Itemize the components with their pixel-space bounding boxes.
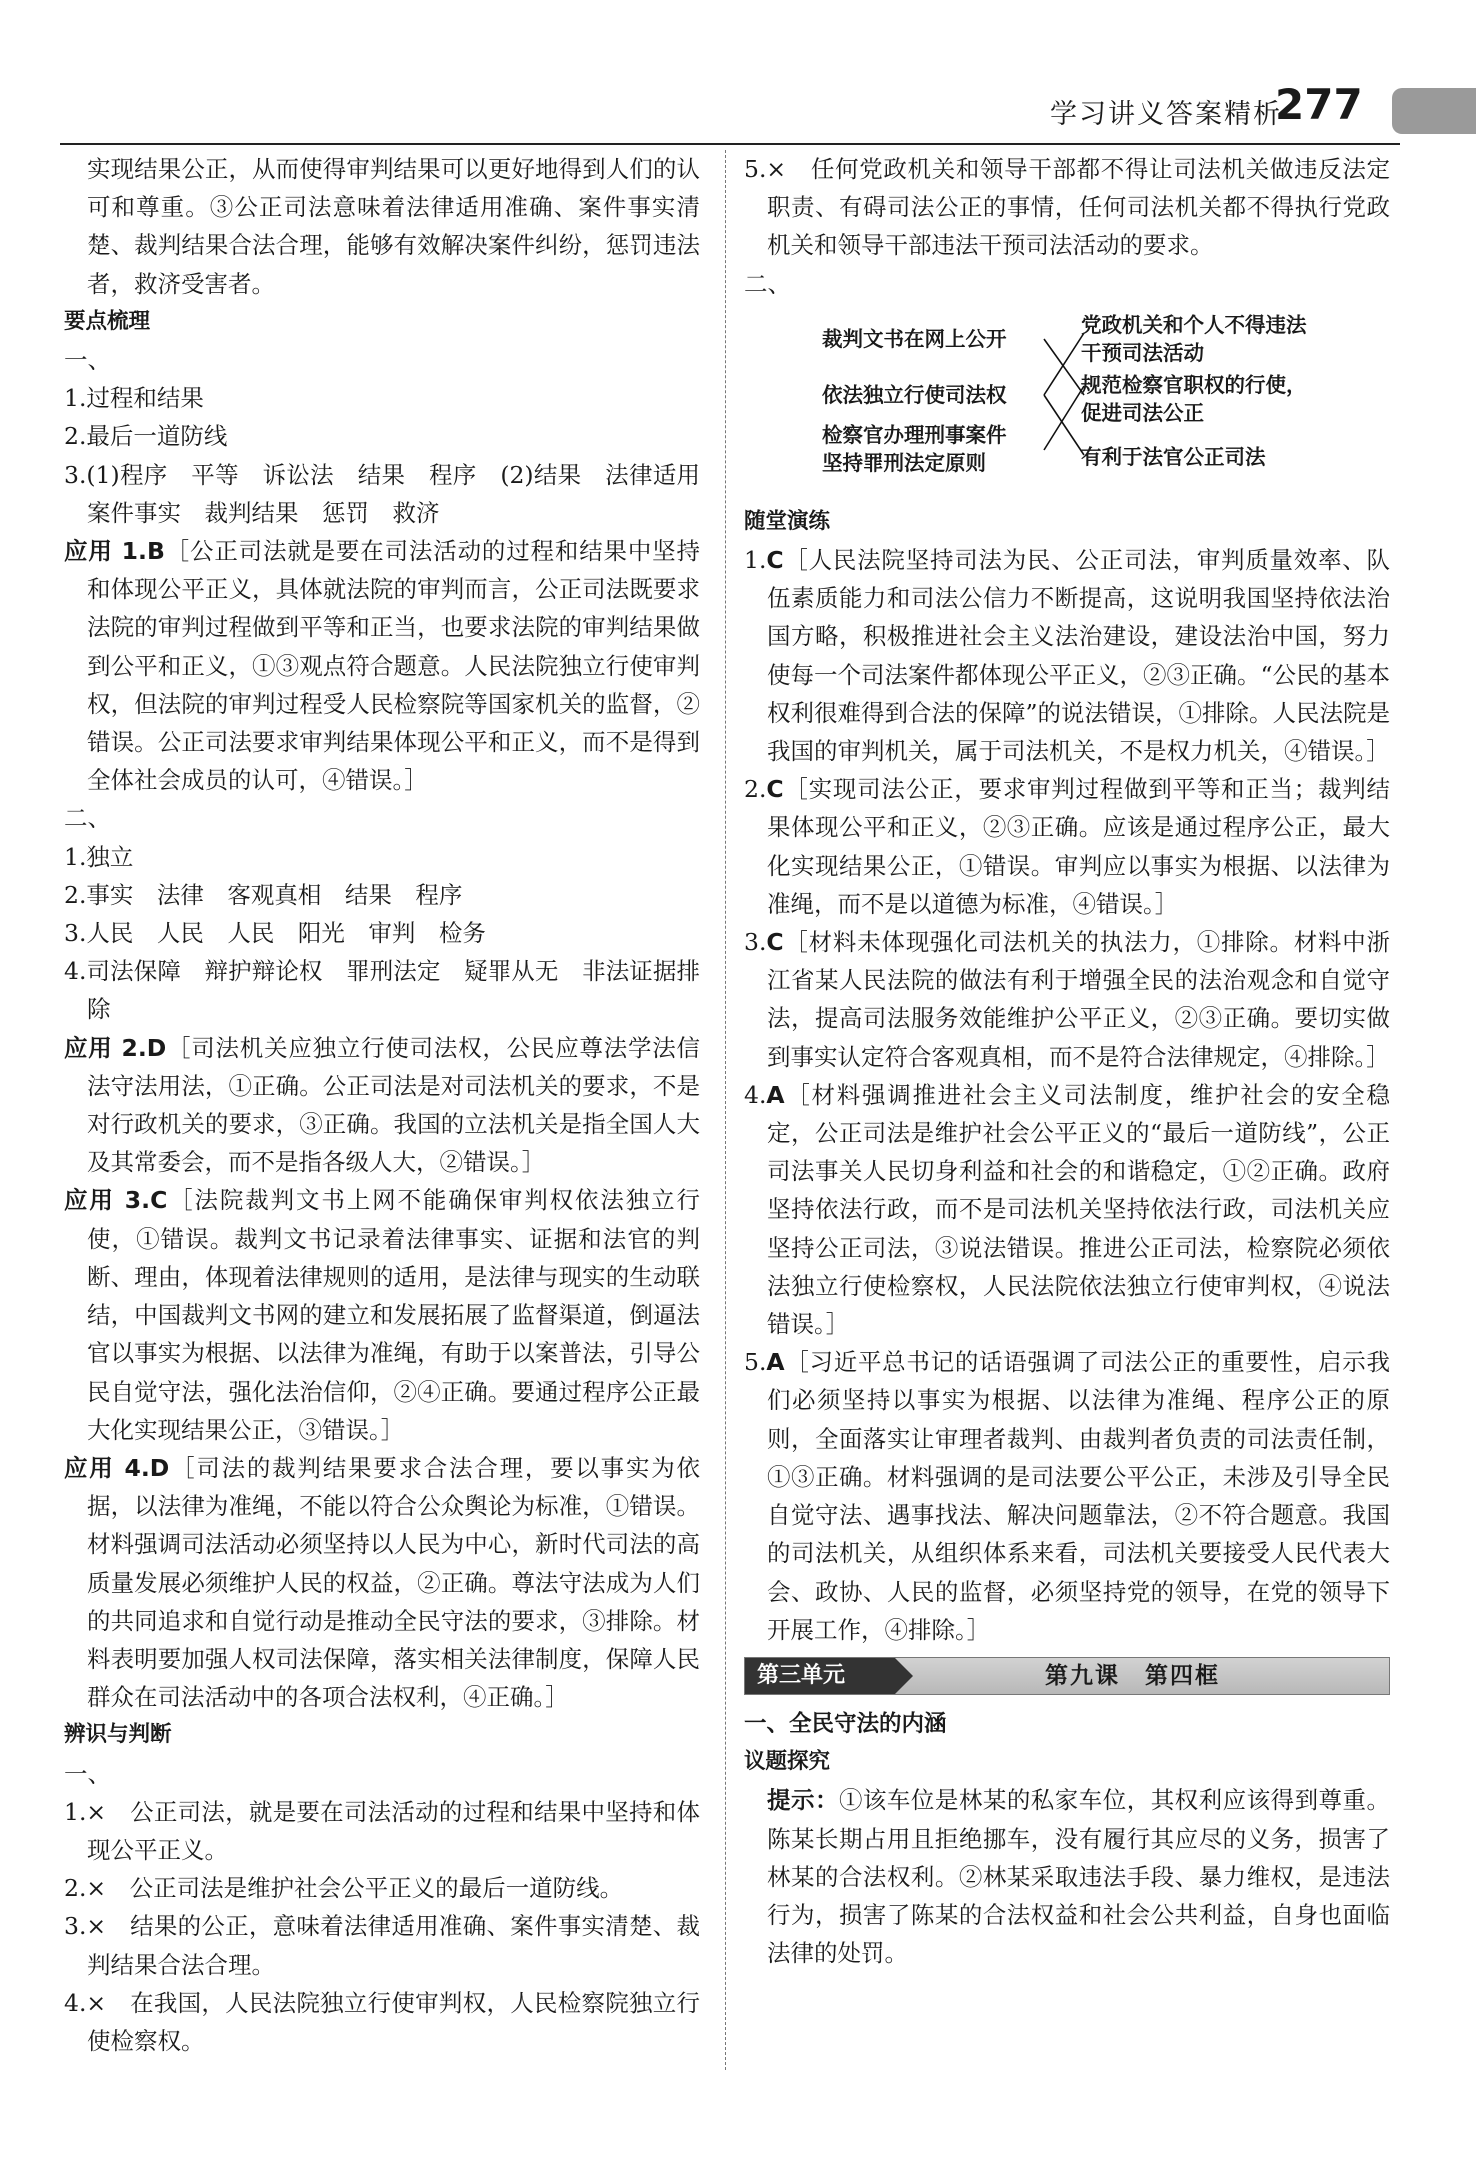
heading-yaodian: 要点梳理 xyxy=(64,308,151,334)
practice-label: 5. xyxy=(744,1348,767,1377)
judgment-item: 5.× 任何党政机关和领导干部都不得让司法机关做违反法定职责、有碍司法公正的事情，任何司法机关都不得执行党政机关和领导干部违法干预司法活动的要求。 xyxy=(744,155,1390,260)
practice-answer: C xyxy=(766,928,784,957)
section-title: 一、全民守法的内涵 xyxy=(744,1710,947,1737)
list-item: 3.(1)程序 平等 诉讼法 结果 程序 (2)结果 法律适用 案件事实 裁判结果 惩罚 救济 xyxy=(64,460,724,527)
judgment-item: 2.× 公正司法是维护社会公平正义的最后一道防线。 xyxy=(64,1874,624,1903)
app-answer: C xyxy=(150,1186,168,1215)
app-explanation: ［司法机关应独立行使司法权，公民应尊法学法信法守法用法，①正确。公正司法是对司法机关的要求，不是对行政机关的要求，③正确。我国的立法机关是指全国人大及其常委会，而不是指各级人大，②错误。］ xyxy=(87,1033,700,1177)
practice-label: 1. xyxy=(744,546,767,575)
diagram-right-2a: 规范检察官职权的行使， xyxy=(1081,372,1307,397)
diagram-left-1: 裁判文书在网上公开 xyxy=(822,326,1007,351)
match-line-3 xyxy=(1044,386,1084,450)
practice-explanation: ［材料强调推进社会主义司法制度，维护社会的安全稳定，公正司法是维护社会公平正义的“最后一道防线”，公正司法事关人民切身利益和社会的和谐稳定，①②正确。政府坚持依法行政，而不是司法机关坚持依法行政，司法机关应坚持公正司法，③说法错误。推进公正司法，检察院必须依法独立行使检察权，人民法院依法独立行使审判权，④说法错误。］ xyxy=(767,1080,1390,1339)
diagram-right-2b: 促进司法公正 xyxy=(1081,400,1204,425)
lesson-label: 第九课 第四框 xyxy=(1045,1662,1220,1689)
practice-explanation: ［人民法院坚持司法为民、公正司法，审判质量效率、队伍素质能力和司法公信力不断提高，这说明我国坚持依法治国方略，积极推进社会主义法治建设，建设法治中国，努力使每一个司法案件都体现公平正义，②③正确。“公民的基本权利很难得到合法的保障”的说法错误，①排除。人民法院是我国的审判机关，属于司法机关，不是权力机关，④错误。］ xyxy=(767,546,1391,766)
application-3 xyxy=(64,1181,700,1448)
practice-5 xyxy=(744,1343,1390,1649)
list-item: 1.独立 xyxy=(64,842,134,871)
app-explanation: ［公正司法就是要在司法活动的过程和结果中坚持和体现公平正义，具体就法院的审判而言，公正司法既要求法院的审判过程做到平等和正当，也要求法院的审判结果做到公平和正义，①③观点符合题意。人民法院独立行使审判权，但法院的审判过程受人民检察院等国家机关的监督，②错误。公正司法要求审判结果体现公平和正义，而不是得到全体社会成员的认可，④错误。］ xyxy=(87,537,700,795)
practice-explanation: ［材料未体现强化司法机关的执法力，①排除。材料中浙江省某人民法院的做法有利于增强全民的法治观念和自觉守法，提高司法服务效能维护公平正义，②③正确。要切实做到事实认定符合客观真相，而不是符合法律规定，④排除。］ xyxy=(767,928,1390,1071)
practice-answer: A xyxy=(766,1080,785,1109)
intro-paragraph: 实现结果公正，从而使得审判结果可以更好地得到人们的认可和尊重。③公正司法意味着法律适用准确、案件事实清楚、裁判结果合法合理，能够有效解决案件纠纷，惩罚违法者，救济受害者。 xyxy=(87,155,700,298)
list-item: 2.最后一道防线 xyxy=(64,422,228,451)
section-label: 一、 xyxy=(64,346,111,375)
left-column xyxy=(64,150,724,2060)
practice-1 xyxy=(744,541,1390,770)
app-explanation: ［法院裁判文书上网不能确保审判权依法独立行使，①错误。裁判文书记录着法律事实、证据和法官的判断、理由，体现着法律规则的适用，是法律与现实的生动联结，中国裁判文书网的建立和发展拓展了监督渠道，倒逼法官以事实为根据、以法律为准绳，有助于以案普法，引导公民自觉守法，强化法治信仰，②④正确。要通过程序公正最大化实现结果公正，③错误。］ xyxy=(87,1186,700,1444)
hint-text: ①该车位是林某的私家车位，其权利应该得到尊重。陈某长期占用且拒绝挪车，没有履行其应尽的义务，损害了林某的合法权利。②林某采取违法手段、暴力维权，是违法行为，损害了陈某的合法权益和社会公共利益，自身也面临法律的处罚。 xyxy=(767,1786,1391,1968)
practice-answer: C xyxy=(766,546,784,575)
page-number: 277 xyxy=(1275,80,1363,129)
judgment-item: 1.× 公正司法，就是要在司法活动的过程和结果中坚持和体现公平正义。 xyxy=(64,1797,700,1864)
app-answer: D xyxy=(149,1453,170,1482)
list-item: 2.事实 法律 客观真相 结果 程序 xyxy=(64,880,463,909)
diagram-left-2: 依法独立行使司法权 xyxy=(822,382,1007,407)
section-label: 二、 xyxy=(744,269,791,298)
unit-banner xyxy=(744,1657,1390,1695)
heading-yiti: 议题探究 xyxy=(744,1749,831,1775)
hint-label: 提示： xyxy=(767,1786,839,1815)
diagram-right-3: 有利于法官公正司法 xyxy=(1081,444,1266,469)
diagram-left-3b: 坚持罪刑法定原则 xyxy=(822,450,986,475)
application-2 xyxy=(64,1029,700,1182)
practice-answer: C xyxy=(766,775,784,804)
application-4 xyxy=(64,1449,700,1716)
matching-diagram xyxy=(744,303,1390,503)
judgment-item: 3.× 结果的公正，意味着法律适用准确、案件事实清楚、裁判结果合法合理。 xyxy=(64,1912,700,1979)
unit-label: 第三单元 xyxy=(745,1658,895,1694)
section-label: 一、 xyxy=(64,1759,111,1788)
column-divider xyxy=(725,150,726,2070)
list-item: 1.过程和结果 xyxy=(64,384,204,413)
heading-bianshi: 辨识与判断 xyxy=(64,1722,172,1748)
heading-suitang: 随堂演练 xyxy=(744,508,831,534)
header-tab-decoration xyxy=(1392,88,1476,134)
header-title: 学习讲义答案精析 xyxy=(1050,99,1282,130)
app-label: 应用 1. xyxy=(64,537,147,566)
practice-explanation: ［习近平总书记的话语强调了司法公正的重要性，启示我们必须坚持以事实为根据、以法律为准绳、程序公正的原则，全面落实让审理者裁判、由裁判者负责的司法责任制，①③正确。材料强调的是司法要公平公正，未涉及引导全民自觉守法、遇事找法、解决问题靠法，②不符合题意。我国的司法机关，从组织体系来看，司法机关要接受人民代表大会、政协、人民的监督，必须坚持党的领导，在党的领导下开展工作，④排除。］ xyxy=(767,1348,1390,1644)
judgment-item: 4.× 在我国，人民法院独立行使审判权，人民检察院独立行使检察权。 xyxy=(64,1988,700,2055)
application-1 xyxy=(64,532,700,799)
match-line-4 xyxy=(1044,395,1084,455)
diagram-left-3a: 检察官办理刑事案件 xyxy=(822,422,1007,447)
practice-3 xyxy=(744,923,1390,1076)
app-explanation: ［司法的裁判结果要求合法合理，要以事实为依据，以法律为准绳，不能以符合公众舆论为标准，①错误。材料强调司法活动必须坚持以人民为中心，新时代司法的高质量发展必须维护人民的权益，②正确。尊法守法成为人们的共同追求和自觉行动是推动全民守法的要求，③排除。材料表明要加强人权司法保障，落实相关法律制度，保障人民群众在司法活动中的各项合法权利，④正确。］ xyxy=(87,1453,700,1712)
app-label: 应用 2. xyxy=(64,1033,147,1062)
diagram-right-1b: 干预司法活动 xyxy=(1081,340,1204,365)
right-column xyxy=(744,150,1390,1972)
practice-2 xyxy=(744,770,1390,923)
practice-answer: A xyxy=(766,1348,785,1377)
list-item: 3.人民 人民 人民 阳光 审判 检务 xyxy=(64,919,486,948)
section-label: 二、 xyxy=(64,804,111,833)
list-item: 4.司法保障 辩护辩论权 罪刑法定 疑罪从无 非法证据排除 xyxy=(64,957,700,1024)
hint-paragraph xyxy=(744,1781,1390,1972)
practice-label: 3. xyxy=(744,928,767,957)
practice-explanation: ［实现司法公正，要求审判过程做到平等和正当；裁判结果体现公平和正义，②③正确。应该是通过程序公正，最大化实现结果公正，①错误。审判应以事实为根据、以法律为准绳，而不是以道德为标准，④错误。］ xyxy=(767,775,1390,918)
diagram-right-1a: 党政机关和个人不得违法 xyxy=(1081,312,1307,337)
practice-4 xyxy=(744,1076,1390,1343)
practice-label: 4. xyxy=(744,1080,767,1109)
app-label: 应用 4. xyxy=(64,1453,150,1482)
app-answer: D xyxy=(146,1033,167,1062)
app-label: 应用 3. xyxy=(64,1186,151,1215)
app-answer: B xyxy=(146,537,165,566)
practice-label: 2. xyxy=(744,775,767,804)
header-rule xyxy=(60,143,1400,145)
